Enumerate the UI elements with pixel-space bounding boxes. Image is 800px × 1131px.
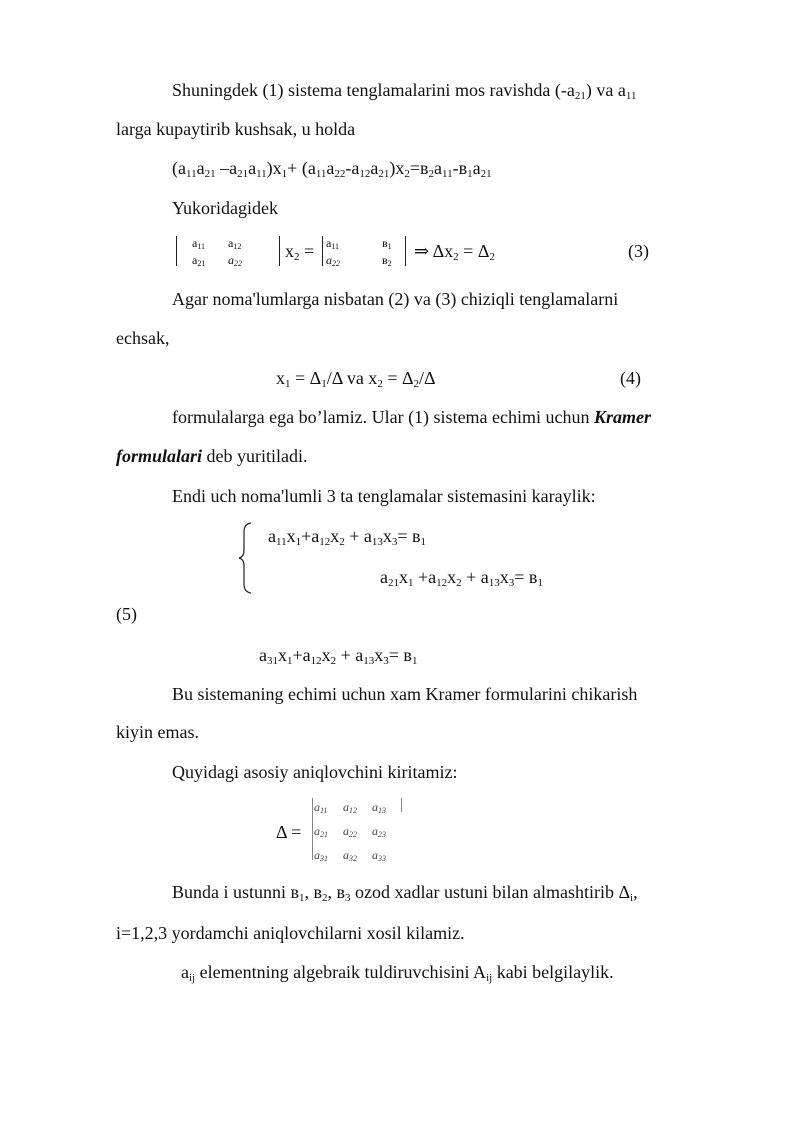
paragraph-line: Bu sistemaning echimi uchun xam Kramer formularini chikarish — [172, 684, 638, 704]
paragraph-line: formulalari deb yuritiladi. — [116, 446, 308, 466]
det-cell: $a_{13}$ — [372, 800, 386, 815]
emphasis: formulalari — [116, 446, 203, 466]
subscript: 11 — [315, 168, 327, 180]
det-cell: $a_{22}$ — [228, 253, 242, 268]
text: ) va a — [585, 80, 626, 100]
text: a — [196, 158, 205, 178]
text: =в — [409, 158, 429, 178]
delta-label: Δ = — [276, 822, 302, 842]
det-cell: $a_{12}$ — [343, 800, 357, 815]
det-cell: $a_{11}$ — [314, 800, 328, 815]
det-cell: $a_{23}$ — [372, 824, 386, 839]
left-brace-icon — [238, 522, 254, 594]
det-cell: $a_{21}$ — [192, 253, 206, 268]
text: Shuningdek (1) sistema tenglamalarini mos ravishda (-a — [172, 80, 575, 100]
det-cell: $a_{32}$ — [343, 848, 357, 863]
text: -в — [452, 158, 468, 178]
subscript: 1 — [281, 168, 288, 180]
det-cell: $a_{31}$ — [314, 848, 328, 863]
det-cell: $a_{22}$ — [343, 824, 357, 839]
det-cell: $в_1$ — [382, 236, 392, 251]
det-cell: $в_2$ — [382, 253, 392, 268]
paragraph-line: larga kupaytirib kushsak, u holda — [116, 119, 356, 139]
det-bar — [279, 236, 280, 266]
subscript: 2 — [428, 168, 435, 180]
text: a — [248, 158, 257, 178]
subscript: 12 — [359, 168, 371, 180]
det-cell: $a_{12}$ — [228, 236, 242, 251]
subscript: 21 — [204, 168, 216, 180]
subscript: 21 — [480, 168, 492, 180]
subscript: 21 — [237, 168, 249, 180]
det-bar — [322, 236, 323, 266]
subscript: 11 — [185, 168, 197, 180]
subscript: 21 — [574, 90, 586, 102]
system-row: $a_{11}x_1+a_{12}x_2 + a_{13}x_3= в_1$ — [268, 526, 427, 548]
text: -a — [345, 158, 360, 178]
paragraph-line: echsak, — [116, 328, 170, 348]
equation — [172, 157, 492, 179]
paragraph-line: Endi uch noma'lumli 3 ta tenglamalar sistemasini karaylik: — [172, 486, 596, 506]
det-cell: $a_{11}$ — [192, 236, 206, 251]
implies-expression: ⇒ $\Delta x_2 = \Delta_2$ — [414, 241, 495, 263]
text: a — [472, 158, 481, 178]
text: )x — [389, 158, 405, 178]
system-row: $a_{31}x_1+a_{12}x_2 + a_{13}x_3= в_1$ — [259, 645, 418, 667]
text: –a — [215, 158, 238, 178]
det-cell: $a_{11}$ — [326, 236, 340, 251]
det-cell: $a_{21}$ — [314, 824, 328, 839]
system-row: $a_{21}x_1 +a_{12}x_2 + a_{13}x_3= в_1$ — [380, 567, 543, 589]
text: (a — [172, 158, 186, 178]
paragraph-line: Yukoridagidek — [172, 198, 278, 218]
paragraph-line: Bunda i ustunni $в_1$, $в_2$, $в_3$ ozod xadlar ustuni bilan almashtirib $\Delta_i$, — [172, 882, 638, 904]
equation-number: (5) — [116, 604, 137, 624]
paragraph-line: Agar noma'lumlarga nisbatan (2) va (3) chiziqli tenglamalarni — [172, 289, 619, 309]
x2-label: $x_2$ = — [285, 241, 315, 263]
emphasis: Kramer — [594, 407, 652, 427]
subscript: 11 — [625, 90, 637, 102]
subscript: 21 — [378, 168, 390, 180]
subscript: 11 — [442, 168, 453, 180]
text: a — [370, 158, 379, 178]
subscript: 1 — [467, 168, 473, 180]
det-bar — [176, 236, 177, 266]
paragraph-line: $a_{ij}$ elementning algebraik tuldiruvchisini $A_{ij}$ kabi belgilaylik. — [181, 962, 614, 984]
det-cell: $a_{33}$ — [372, 848, 386, 863]
paragraph-line: Quyidagi asosiy aniqlovchini kiritamiz: — [172, 762, 458, 782]
text: + (a — [287, 158, 316, 178]
equation-number: (4) — [620, 368, 641, 388]
subscript: 11 — [256, 168, 267, 180]
subscript: 2 — [404, 168, 410, 180]
det-bar — [312, 798, 313, 860]
equation-number: (3) — [628, 241, 649, 261]
text: a — [434, 158, 443, 178]
det-cell: $a_{22}$ — [326, 253, 340, 268]
det-bar — [401, 798, 402, 812]
text: )x — [266, 158, 282, 178]
paragraph-line: kiyin emas. — [116, 722, 199, 742]
det-bar — [405, 236, 406, 266]
paragraph-line — [172, 79, 636, 101]
paragraph-line: i=1,2,3 yordamchi aniqlovchilarni xosil kilamiz. — [116, 923, 465, 943]
text: a — [326, 158, 335, 178]
paragraph-line: formulalarga ega bo’lamiz. Ular (1) sistema echimi uchun Kramer — [172, 407, 652, 427]
kramer-equation: $x_1 = \Delta_1/\Delta$ va $x_2 = \Delta_2/\Delta$ — [276, 368, 436, 390]
subscript: 22 — [334, 168, 346, 180]
